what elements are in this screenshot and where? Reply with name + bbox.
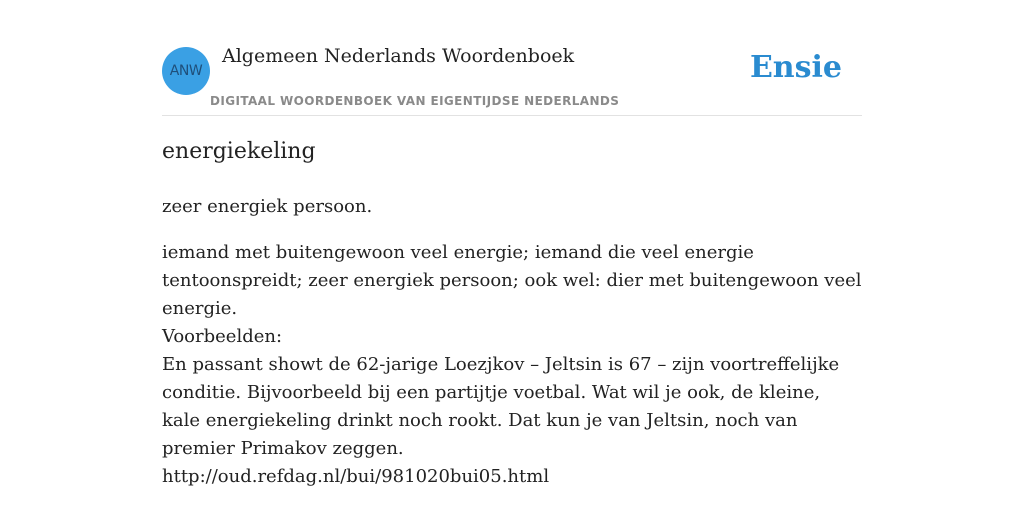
header-divider [162,115,862,116]
full-definition [162,239,862,323]
site-subtitle: DIGITAAL WOORDENBOEK VAN EIGENTIJDSE NEDERLANDS [210,94,620,108]
examples-label: Voorbeelden: [162,326,283,347]
ensie-brand-logo[interactable]: Ensie [749,50,842,85]
anw-logo[interactable] [162,47,210,95]
source-line [162,463,862,491]
short-definition: zeer energiek persoon. [162,196,373,217]
entry-headword: energiekeling [162,139,316,164]
examples-section [162,323,862,491]
example-text: En passant showt de 62-jarige Loezjkov – Jeltsin is 67 – zijn voortreffelijke conditie. Bijvoorbeeld bij een partijtje voetbal. Wat wil je ook, de kleine, kale energiekeling drinkt noch rookt. Dat kun je van Jeltsin, noch van premier Primakov zeggen. [162,354,840,459]
logo-text: ANW [169,63,203,79]
site-title[interactable]: Algemeen Nederlands Woordenboek [222,45,575,67]
page-container [162,0,862,512]
full-definition-text: iemand met buitengewoon veel energie; iemand die veel energie tentoonspreidt; zeer energiek persoon; ook wel: dier met buitengewoon veel energie. [162,242,862,319]
source-link[interactable]: http://oud.refdag.nl/bui/981020bui05.html [162,466,550,487]
